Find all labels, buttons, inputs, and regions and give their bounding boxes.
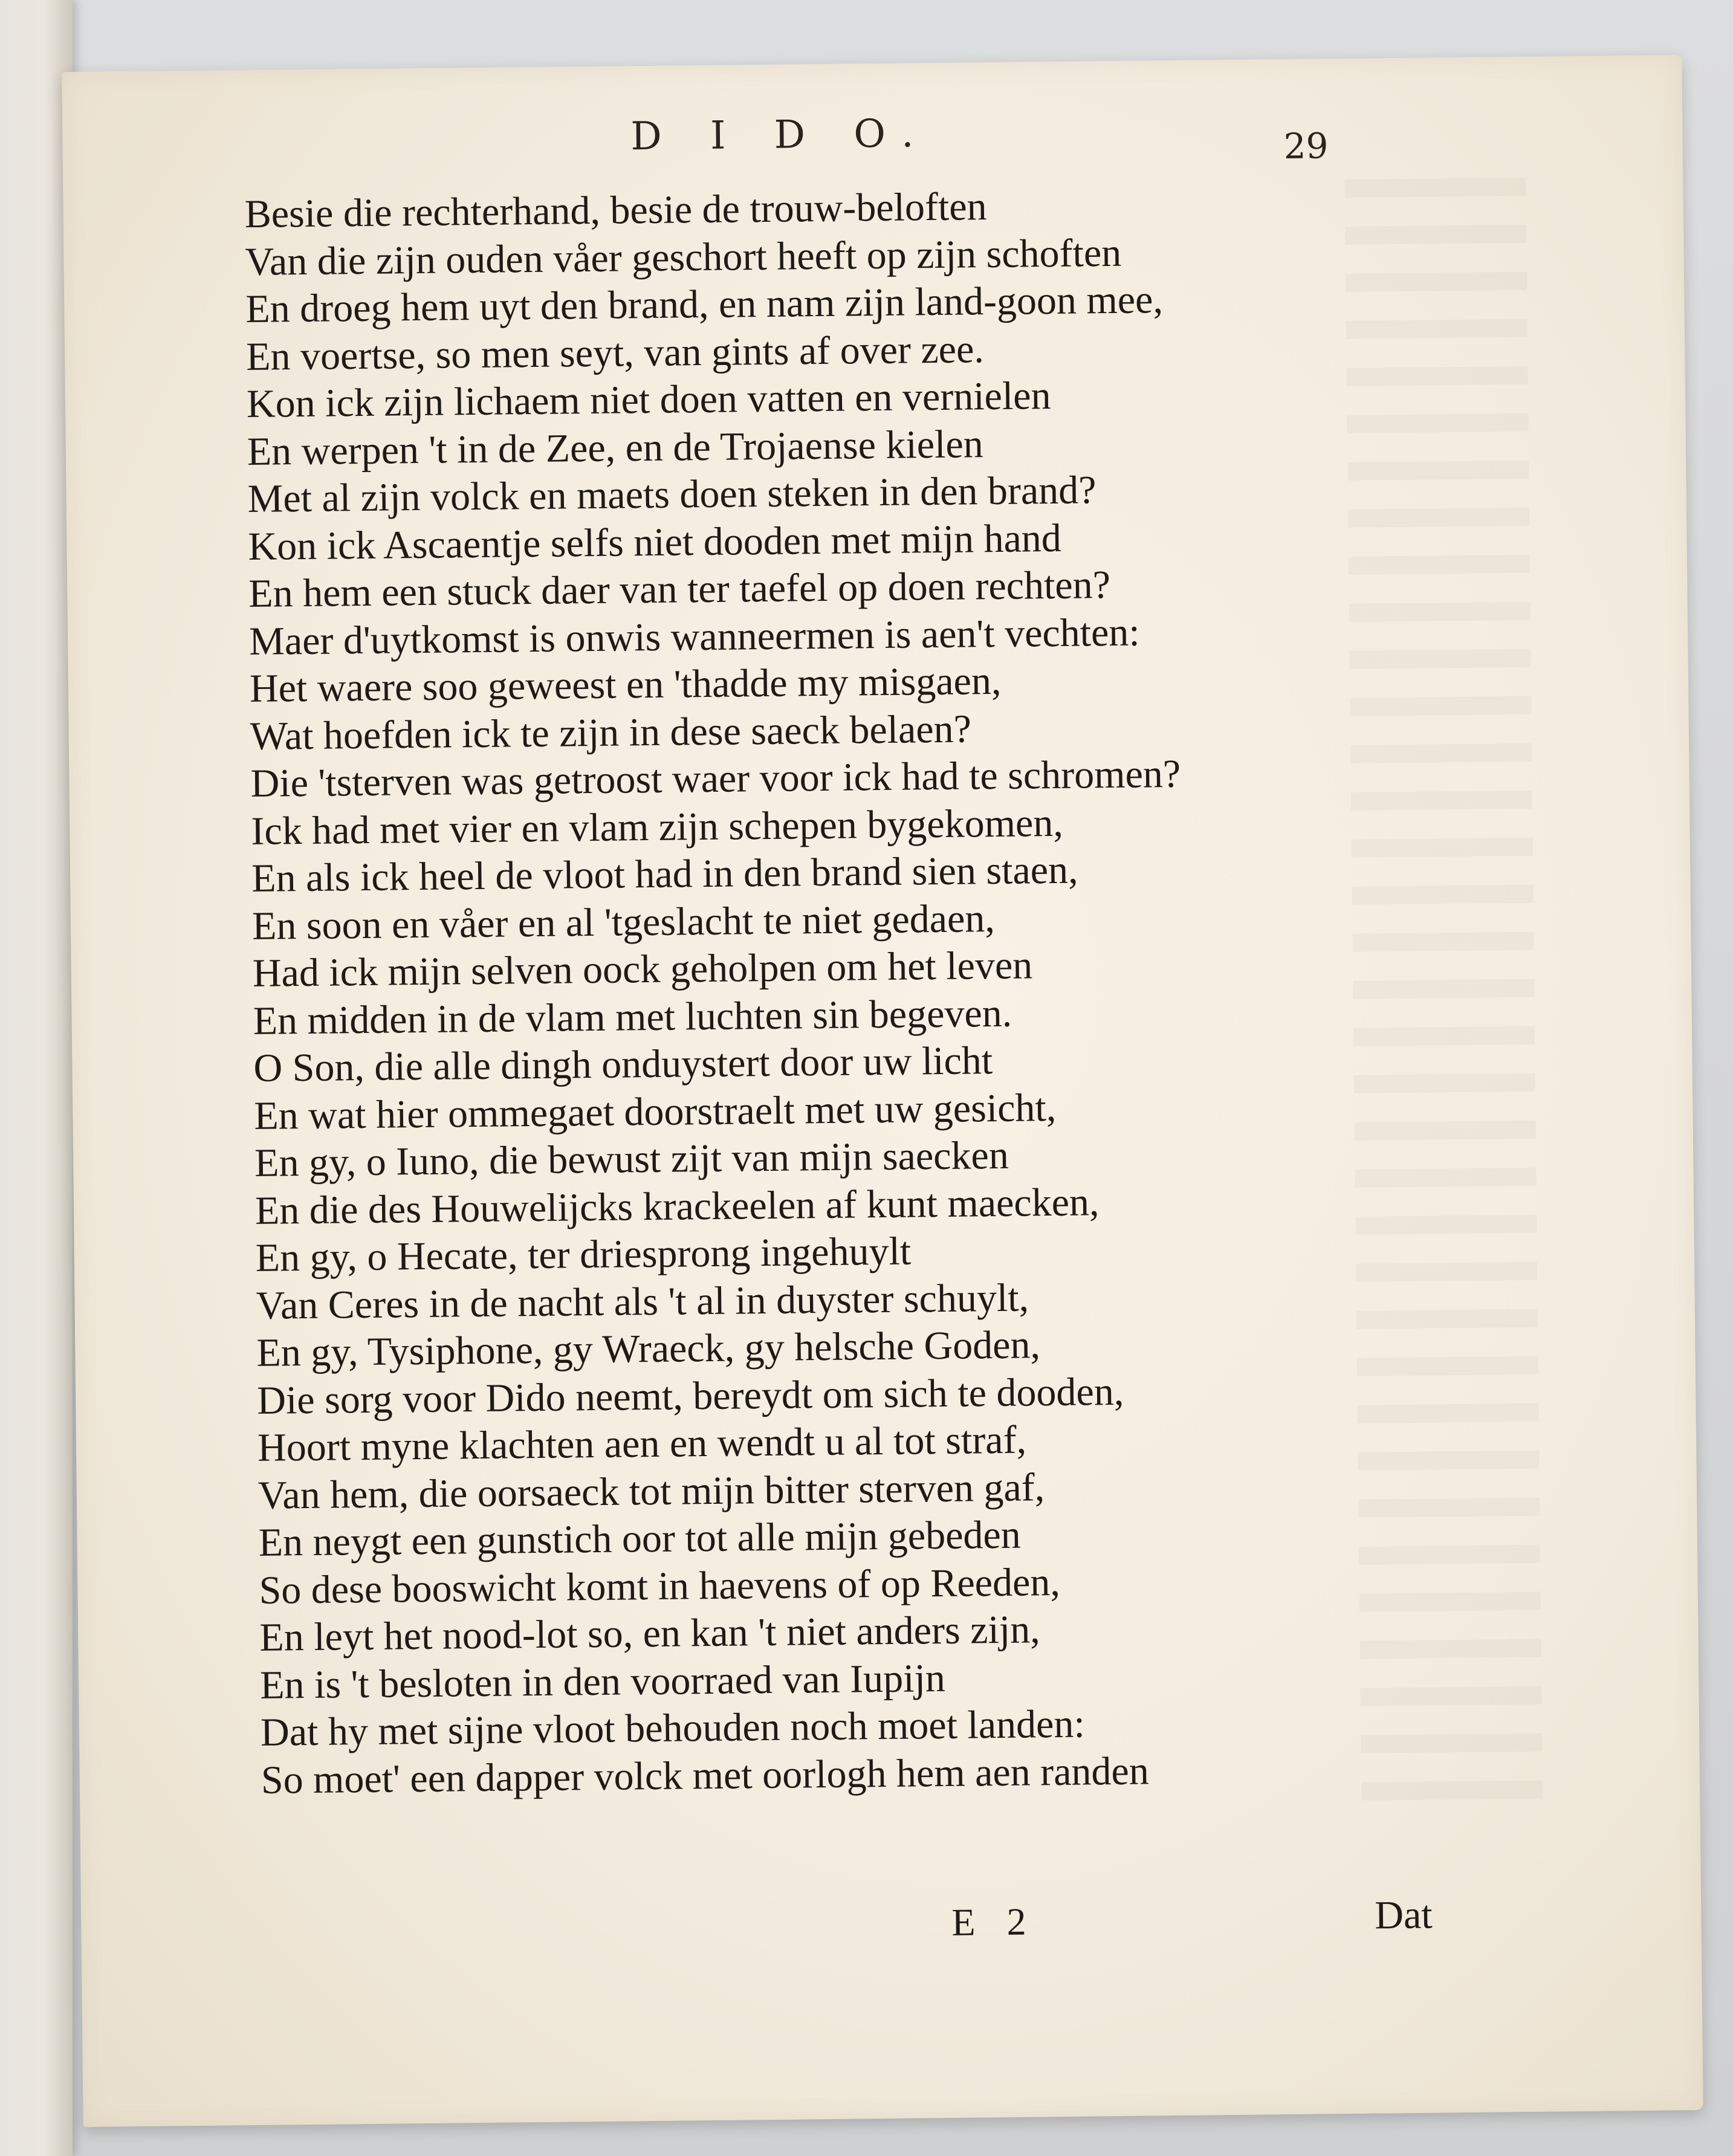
verse-line: En gy, o Hecate, ter driesprong ingehuylt — [255, 1229, 912, 1280]
facing-page-edge — [0, 0, 73, 2156]
verse-line: En droeg hem uyt den brand, en nam zijn land-goon mee, — [245, 277, 1164, 331]
verse-line: En neygt een gunstich oor tot alle mijn gebeden — [258, 1512, 1022, 1565]
verse-line: En als ick heel de vloot had in den brand sien staen, — [251, 847, 1078, 901]
verse-line: En gy, Tysiphone, gy Wraeck, gy helsche Goden, — [256, 1322, 1041, 1375]
verse-line: So moet' een dapper volck met oorlogh hem aen randen — [261, 1748, 1150, 1802]
verse-line: En werpen 't in de Zee, en de Trojaense kielen — [247, 421, 984, 474]
catchword: Dat — [1374, 1892, 1433, 1938]
verse-line: Dat hy met sijne vloot behouden noch moet landen: — [260, 1701, 1086, 1755]
verse-line: Die sorg voor Dido neemt, bereydt om sich te dooden, — [256, 1369, 1124, 1423]
verse-line: Kon ick Ascaentje selfs niet dooden met mijn hand — [248, 516, 1062, 569]
book-page — [62, 55, 1703, 2127]
verse-line: En midden in de vlam met luchten sin begeven. — [253, 991, 1012, 1043]
verse-line: Maer d'uytkomst is onwis wanneermen is aen't vechten: — [248, 610, 1141, 664]
verse-line: Het waere soo geweest en 'thadde my misgaen, — [249, 658, 1002, 711]
verse-line: Had ick mijn selven oock geholpen om het leven — [252, 943, 1033, 995]
verse-line: En leyt het nood-lot so, en kan 't niet anders zijn, — [259, 1607, 1040, 1660]
verse-line: So dese booswicht komt in haevens of op Reeden, — [259, 1559, 1061, 1613]
verse-line: En hem een stuck daer van ter taefel op doen rechten? — [248, 563, 1111, 616]
verse-line: En gy, o Iuno, die bewust zijt van mijn saecken — [254, 1133, 1009, 1185]
verse-line: En voertse, so men seyt, van gints af over zee. — [245, 326, 985, 379]
verse-line: Met al zijn volck en maets doen steken in den brand? — [247, 468, 1096, 521]
verse-line: En die des Houwelijcks krackeelen af kunt maecken, — [254, 1179, 1100, 1233]
signature-mark: E 2 — [951, 1900, 1037, 1944]
verse-text — [244, 178, 1500, 1804]
verse-line: Van die zijn ouden våer geschort heeft op zijn schoften — [245, 230, 1122, 284]
verse-line: Wat hoefden ick te zijn in dese saeck belaen? — [250, 706, 972, 759]
verse-line: En soon en våer en al 'tgeslacht te niet gedaen, — [251, 896, 996, 948]
verse-line: Besie die rechterhand, besie de trouw-beloften — [244, 184, 987, 236]
verse-line: En wat hier ommegaet doorstraelt met uw gesicht, — [253, 1085, 1057, 1138]
running-title: D I D O. — [630, 111, 932, 160]
verse-line: Van hem, die oorsaeck tot mijn bitter sterven gaf, — [258, 1465, 1045, 1518]
verse-line: En is 't besloten in den voorraed van Iupijn — [259, 1656, 946, 1708]
verse-line: Ick had met vier en vlam zijn schepen bygekomen, — [251, 800, 1064, 853]
verse-line: Van Ceres in de nacht als 't al in duyster schuylt, — [256, 1275, 1029, 1328]
verse-line: Kon ick zijn lichaem niet doen vatten en vernielen — [246, 374, 1051, 426]
verse-line: O Son, die alle dingh onduystert door uw licht — [253, 1038, 993, 1090]
page-number: 29 — [1283, 125, 1329, 167]
verse-line: Die 'tsterven was getroost waer voor ick had te schromen? — [250, 751, 1181, 806]
verse-line: Hoort myne klachten aen en wendt u al tot straf, — [257, 1417, 1027, 1470]
